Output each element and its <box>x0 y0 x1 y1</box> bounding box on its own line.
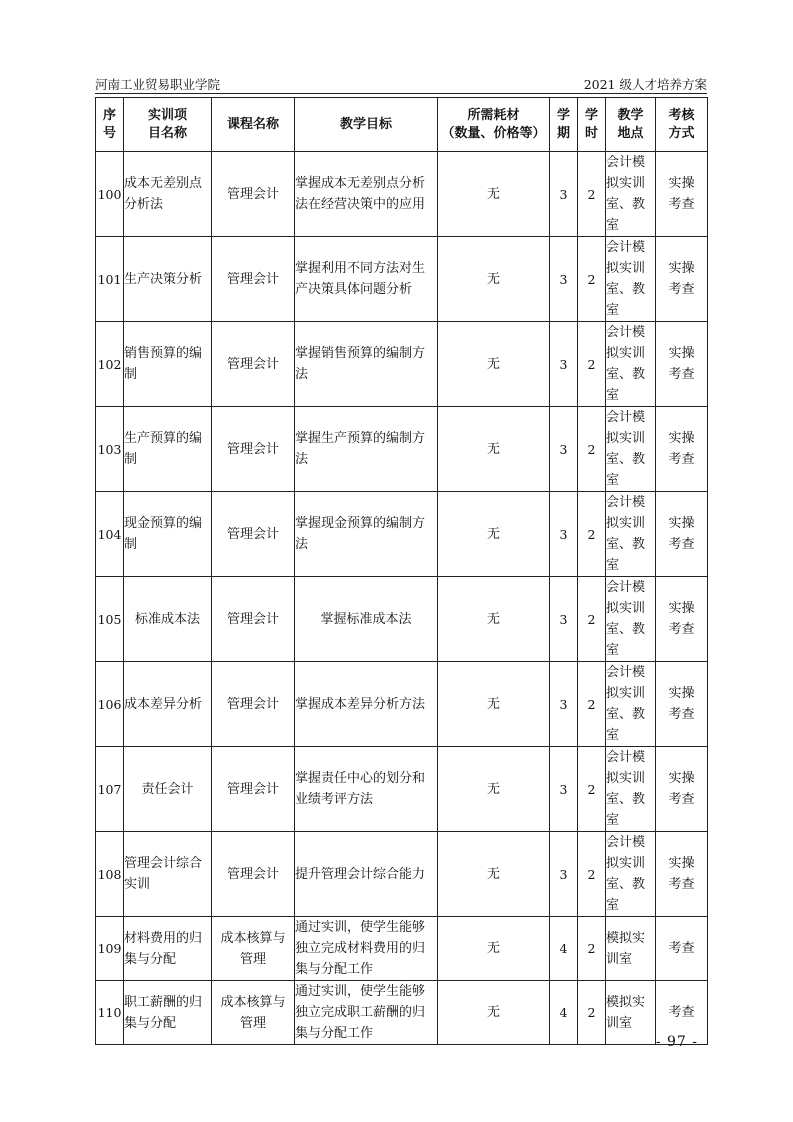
cell-materials: 无 <box>438 577 550 662</box>
cell-row-number: 102 <box>96 322 124 407</box>
cell-course-name: 管理会计 <box>212 407 295 492</box>
cell-row-number: 100 <box>96 152 124 237</box>
cell-teaching-goal: 掌握现金预算的编制方 法 <box>295 492 438 577</box>
cell-materials: 无 <box>438 832 550 917</box>
cell-term: 3 <box>550 662 578 747</box>
cell-materials: 无 <box>438 981 550 1045</box>
cell-hours: 2 <box>578 492 606 577</box>
cell-course-name: 管理会计 <box>212 662 295 747</box>
cell-hours: 2 <box>578 917 606 981</box>
cell-project-name: 材料费用的归 集与分配 <box>124 917 212 981</box>
table-row <box>96 577 708 662</box>
table-row <box>96 152 708 237</box>
cell-hours: 2 <box>578 237 606 322</box>
cell-assessment: 考查 <box>656 917 708 981</box>
table-row <box>96 492 708 577</box>
cell-row-number: 103 <box>96 407 124 492</box>
cell-materials: 无 <box>438 322 550 407</box>
cell-project-name: 成本差异分析 <box>124 662 212 747</box>
cell-assessment: 实操 考查 <box>656 662 708 747</box>
table-row <box>96 747 708 832</box>
cell-row-number: 108 <box>96 832 124 917</box>
cell-course-name: 管理会计 <box>212 152 295 237</box>
cell-teaching-goal: 通过实训，使学生能够 独立完成材料费用的归 集与分配工作 <box>295 917 438 981</box>
cell-hours: 2 <box>578 577 606 662</box>
page-number: - 97 - <box>655 1034 698 1050</box>
header-col-no: 序 号 <box>96 98 124 152</box>
page-header <box>95 73 707 93</box>
header-col-term: 学 期 <box>550 98 578 152</box>
cell-location: 模拟实 训室 <box>606 981 656 1045</box>
cell-row-number: 109 <box>96 917 124 981</box>
cell-course-name: 管理会计 <box>212 492 295 577</box>
training-plan-table <box>95 97 708 1045</box>
cell-project-name: 现金预算的编 制 <box>124 492 212 577</box>
cell-location: 会计模 拟实训 室、教 室 <box>606 747 656 832</box>
cell-term: 4 <box>550 981 578 1045</box>
cell-location: 会计模 拟实训 室、教 室 <box>606 577 656 662</box>
cell-assessment: 实操 考查 <box>656 492 708 577</box>
cell-course-name: 管理会计 <box>212 832 295 917</box>
cell-teaching-goal: 掌握责任中心的划分和 业绩考评方法 <box>295 747 438 832</box>
cell-teaching-goal: 掌握销售预算的编制方 法 <box>295 322 438 407</box>
cell-materials: 无 <box>438 747 550 832</box>
cell-location: 模拟实 训室 <box>606 917 656 981</box>
cell-teaching-goal: 提升管理会计综合能力 <box>295 832 438 917</box>
cell-term: 3 <box>550 407 578 492</box>
cell-course-name: 管理会计 <box>212 237 295 322</box>
cell-course-name: 成本核算与 管理 <box>212 917 295 981</box>
cell-materials: 无 <box>438 152 550 237</box>
cell-assessment: 实操 考查 <box>656 832 708 917</box>
header-col-project: 实训项 目名称 <box>124 98 212 152</box>
cell-hours: 2 <box>578 322 606 407</box>
cell-materials: 无 <box>438 492 550 577</box>
cell-hours: 2 <box>578 662 606 747</box>
cell-hours: 2 <box>578 747 606 832</box>
cell-row-number: 105 <box>96 577 124 662</box>
cell-course-name: 管理会计 <box>212 577 295 662</box>
cell-term: 3 <box>550 492 578 577</box>
cell-teaching-goal: 通过实训，使学生能够 独立完成职工薪酬的归 集与分配工作 <box>295 981 438 1045</box>
cell-location: 会计模 拟实训 室、教 室 <box>606 237 656 322</box>
cell-term: 3 <box>550 747 578 832</box>
cell-location: 会计模 拟实训 室、教 室 <box>606 407 656 492</box>
header-col-materials: 所需耗材 （数量、价格等） <box>438 98 550 152</box>
cell-hours: 2 <box>578 832 606 917</box>
cell-assessment: 实操 考查 <box>656 237 708 322</box>
cell-project-name: 销售预算的编 制 <box>124 322 212 407</box>
cell-location: 会计模 拟实训 室、教 室 <box>606 152 656 237</box>
cell-term: 3 <box>550 577 578 662</box>
cell-teaching-goal: 掌握成本无差别点分析 法在经营决策中的应用 <box>295 152 438 237</box>
cell-location: 会计模 拟实训 室、教 室 <box>606 662 656 747</box>
table-row <box>96 917 708 981</box>
header-col-course: 课程名称 <box>212 98 295 152</box>
cell-course-name: 管理会计 <box>212 747 295 832</box>
cell-materials: 无 <box>438 237 550 322</box>
header-col-hours: 学 时 <box>578 98 606 152</box>
cell-materials: 无 <box>438 407 550 492</box>
cell-term: 3 <box>550 322 578 407</box>
cell-row-number: 104 <box>96 492 124 577</box>
cell-teaching-goal: 掌握生产预算的编制方 法 <box>295 407 438 492</box>
cell-assessment: 实操 考查 <box>656 747 708 832</box>
cell-teaching-goal: 掌握利用不同方法对生 产决策具体问题分析 <box>295 237 438 322</box>
cell-project-name: 管理会计综合 实训 <box>124 832 212 917</box>
cell-term: 3 <box>550 237 578 322</box>
cell-project-name: 生产预算的编 制 <box>124 407 212 492</box>
cell-assessment: 考查 <box>656 981 708 1045</box>
cell-location: 会计模 拟实训 室、教 室 <box>606 322 656 407</box>
cell-location: 会计模 拟实训 室、教 室 <box>606 832 656 917</box>
cell-materials: 无 <box>438 917 550 981</box>
cell-project-name: 生产决策分析 <box>124 237 212 322</box>
cell-row-number: 101 <box>96 237 124 322</box>
cell-project-name: 标准成本法 <box>124 577 212 662</box>
cell-assessment: 实操 考查 <box>656 152 708 237</box>
cell-row-number: 107 <box>96 747 124 832</box>
cell-materials: 无 <box>438 662 550 747</box>
cell-location: 会计模 拟实训 室、教 室 <box>606 492 656 577</box>
header-rule <box>95 93 707 94</box>
table-header-row <box>96 98 708 152</box>
cell-project-name: 责任会计 <box>124 747 212 832</box>
cell-row-number: 106 <box>96 662 124 747</box>
table-row <box>96 662 708 747</box>
cell-term: 3 <box>550 152 578 237</box>
table-row <box>96 981 708 1045</box>
cell-project-name: 成本无差别点 分析法 <box>124 152 212 237</box>
cell-term: 4 <box>550 917 578 981</box>
cell-course-name: 管理会计 <box>212 322 295 407</box>
cell-teaching-goal: 掌握成本差异分析方法 <box>295 662 438 747</box>
table-row <box>96 832 708 917</box>
table-row <box>96 322 708 407</box>
cell-assessment: 实操 考查 <box>656 322 708 407</box>
table-row <box>96 237 708 322</box>
cell-assessment: 实操 考查 <box>656 407 708 492</box>
table-row <box>96 407 708 492</box>
cell-hours: 2 <box>578 407 606 492</box>
cell-course-name: 成本核算与 管理 <box>212 981 295 1045</box>
cell-hours: 2 <box>578 981 606 1045</box>
header-col-goal: 教学目标 <box>295 98 438 152</box>
header-col-assessment: 考核 方式 <box>656 98 708 152</box>
cell-assessment: 实操 考查 <box>656 577 708 662</box>
header-col-location: 教学 地点 <box>606 98 656 152</box>
document-title: 2021 级人才培养方案 <box>583 77 707 92</box>
cell-term: 3 <box>550 832 578 917</box>
table-body <box>96 152 708 1045</box>
cell-hours: 2 <box>578 152 606 237</box>
institution-name: 河南工业贸易职业学院 <box>95 77 221 92</box>
cell-row-number: 110 <box>96 981 124 1045</box>
cell-project-name: 职工薪酬的归 集与分配 <box>124 981 212 1045</box>
cell-teaching-goal: 掌握标准成本法 <box>295 577 438 662</box>
